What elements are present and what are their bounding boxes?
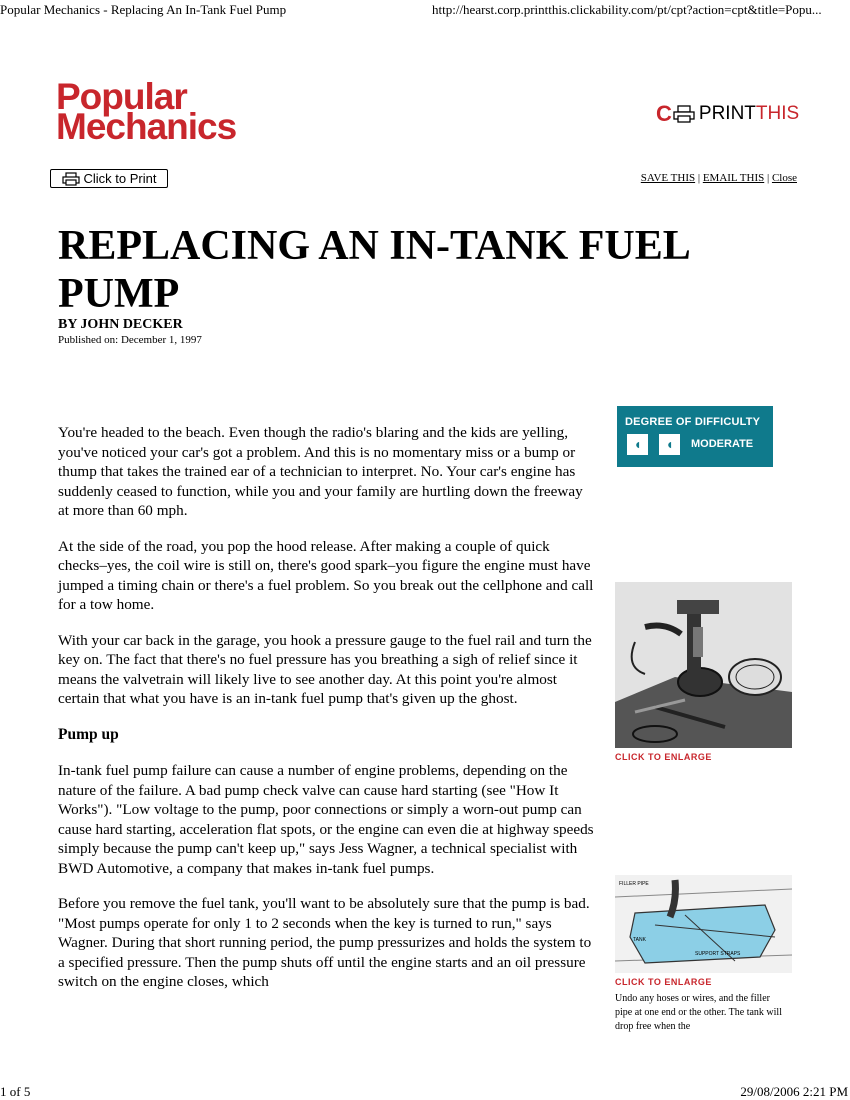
page-url-header: http://hearst.corp.printthis.clickability.com/pt/cpt?action=cpt&title=Popu... [432,2,822,17]
page-title-header: Popular Mechanics - Replacing An In-Tank Fuel Pump [0,2,287,17]
link-separator: | [766,172,770,184]
logo-line-1: Popular [56,76,187,117]
print-datetime: 29/08/2006 2:21 PM [740,1084,848,1099]
difficulty-level: MODERATE [691,438,754,450]
published-date: Published on: December 1, 1997 [58,334,202,346]
article-body [58,423,596,1008]
wrench-icon: ◖ [627,434,648,455]
click-to-print-button[interactable] [50,169,168,188]
printthis-logo [656,101,799,127]
click-to-enlarge-link[interactable]: CLICK TO ENLARGE [615,977,712,987]
difficulty-title: DEGREE OF DIFFICULTY [625,416,761,428]
article-paragraph: With your car back in the garage, you hook a pressure gauge to the fuel rail and turn the key on. The fact that there's no fuel pressure has you breathing a sigh of relief since it means the valvetrain will likely live to see another day. At this point you're almost certain that what you have is an in-tank fuel pump that's given up the ghost. [58,631,592,707]
printer-icon [62,172,80,186]
action-links [641,172,797,184]
article-paragraph: In-tank fuel pump failure can cause a number of engine problems, depending on the nature of the failure. A bad pump check valve can cause hard starting (see "How It Works"). "Low voltage to the pump, poor connections or simply a worn-out pump can cause hard starting, acceleration flat spots, or the engine can even die at highway speeds simply because the pump can't keep up," says Jess Wagner, a technical specialist with BWD Automotive, a company that makes in-tank fuel pumps. [58,762,594,877]
logo-line-2: Mechanics [56,106,237,147]
article-subheading: Pump up [58,725,119,743]
diagram-label-straps: SUPPORT STRAPS [695,951,741,957]
article-paragraph: At the side of the road, you pop the hood release. After making a couple of quick checks–yes, the coil wire is still on, there's good spark–you figure the engine must have jumped a timing chain or there's a fuel problem. So you break out the cellphone and call for a tow home. [58,537,594,613]
printthis-word-this: THIS [755,103,800,124]
wrench-icon: ◖ [659,434,680,455]
article-paragraph: You're headed to the beach. Even though the radio's blaring and the kids are yelling, you've noticed your car's got a problem. And this is no momentary miss or a bump or thump that takes the trained ear of a technician to interpret. No. Your car's engine has suddenly ceased to function, while you and your family are hurtling down the freeway at more than 60 mph. [58,424,583,519]
fuel-tank-illustration [615,875,792,973]
close-link[interactable]: Close [771,172,797,184]
fuel-pump-photo[interactable] [615,582,792,748]
fuel-tank-diagram[interactable] [615,875,792,973]
diagram-label-tank: TANK [633,937,646,943]
fuel-pump-illustration [615,582,792,748]
page-number: 1 of 5 [0,1084,31,1099]
difficulty-badge [617,406,773,467]
click-to-enlarge-link[interactable]: CLICK TO ENLARGE [615,752,712,762]
clickability-c-icon: C [656,101,672,126]
article-byline: BY JOHN DECKER [58,317,183,332]
email-this-link[interactable]: EMAIL THIS [702,172,765,184]
article-paragraph: Before you remove the fuel tank, you'll want to be absolutely sure that the pump is bad. "Most pumps operate for only 1 to 2 seconds when the key is turned to run," says Wagner. During that short running period, the pump pressurizes and holds the system to a specified pressure. Then the pump shuts off until the engine starts and an oil pressure switch on the engine closes, which [58,895,592,990]
diagram-label-filler: FILLER PIPE [619,881,649,887]
printer-icon [673,105,695,123]
image-caption: Undo any hoses or wires, and the filler pipe at one end or the other. The tank will drop free when the [615,993,782,1032]
link-separator: | [697,172,701,184]
article-title: REPLACING AN IN-TANK FUEL PUMP [58,223,689,317]
save-this-link[interactable]: SAVE THIS [640,172,696,184]
click-to-print-label: Click to Print [83,171,157,186]
printthis-word-print: PRINT [698,103,756,124]
popular-mechanics-logo[interactable] [56,76,237,147]
